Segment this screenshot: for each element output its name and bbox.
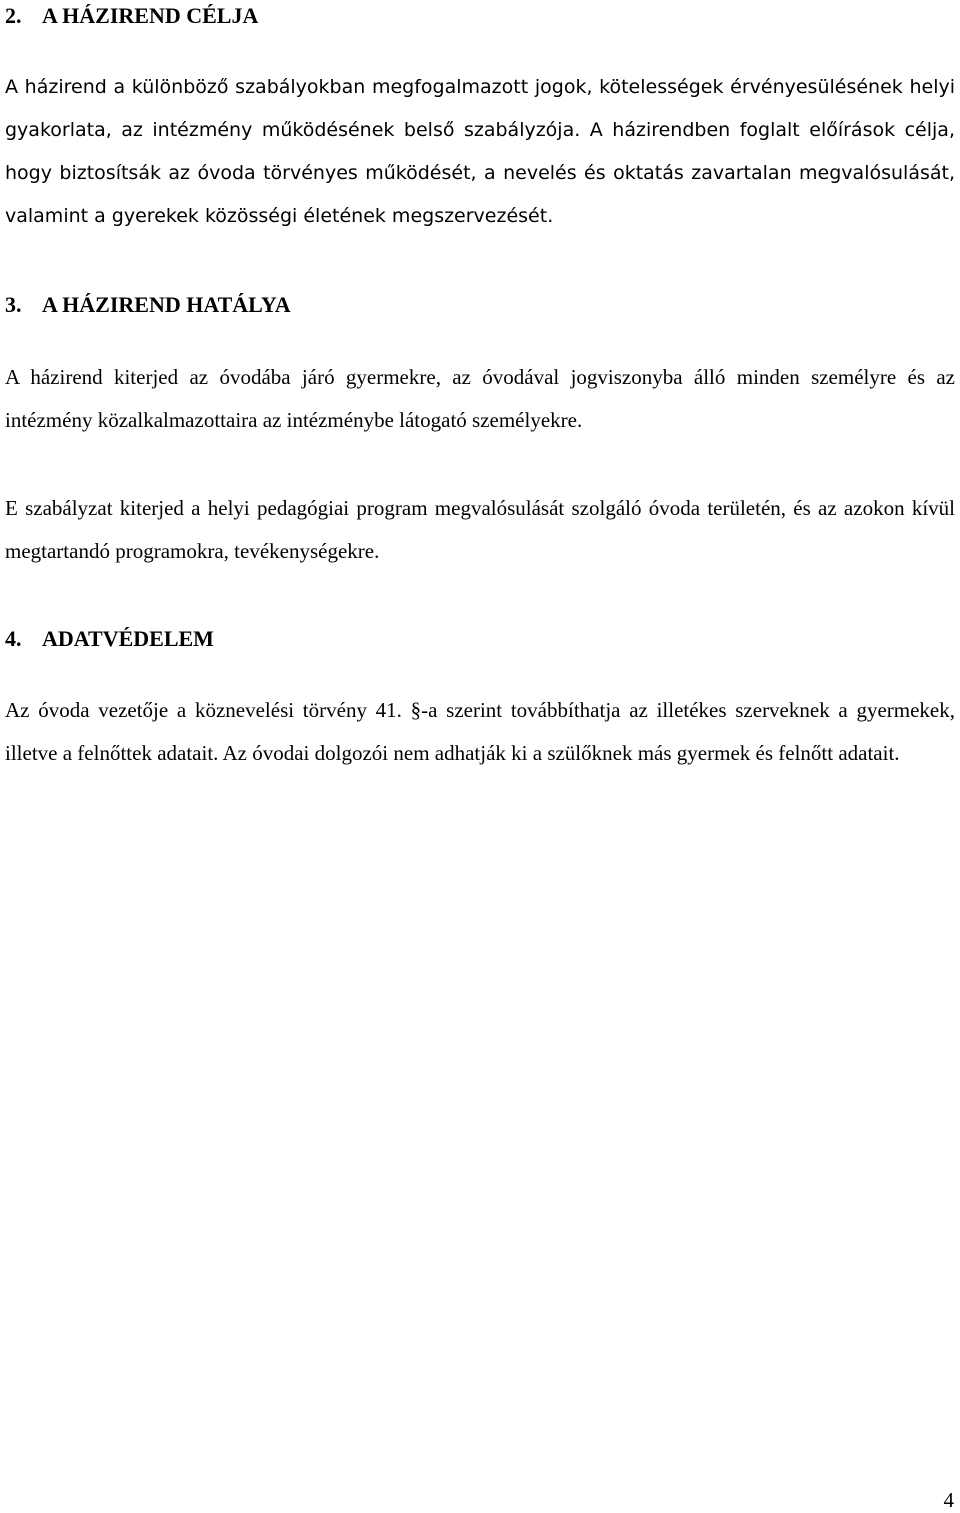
section-heading-2	[5, 3, 258, 29]
section-number: 4.	[5, 626, 22, 651]
section-heading-4	[5, 626, 214, 652]
section-number: 3.	[5, 292, 22, 317]
section-heading-3	[5, 292, 291, 318]
page-number: 4	[943, 1488, 954, 1512]
section-3-paragraph-1: A házirend kiterjed az óvodába járó gyermekre, az óvodával jogviszonyba álló minden személyre és az intézmény közalkalmazottaira az intézménybe látogató személyekre.	[5, 365, 955, 432]
section-title: ADATVÉDELEM	[42, 626, 214, 651]
section-title: A HÁZIREND HATÁLYA	[42, 292, 291, 317]
section-2-paragraph-1: A házirend a különböző szabályokban megfogalmazott jogok, kötelességek érvényesülésének helyi gyakorlata, az intézmény működésének belső szabályzója. A házirendben foglalt előírások célja, hogy biztosítsák az óvoda törvényes működését, a nevelés és oktatás zavartalan megvalósulását, valamint a gyerekek közösségi életének megszervezését.	[5, 76, 955, 227]
section-3-paragraph-2: E szabályzat kiterjed a helyi pedagógiai program megvalósulását szolgáló óvoda területén, és az azokon kívül megtartandó programokra, tevékenységekre.	[5, 496, 955, 563]
section-title: A HÁZIREND CÉLJA	[42, 3, 259, 28]
section-number: 2.	[5, 3, 22, 28]
section-4-paragraph-1: Az óvoda vezetője a köznevelési törvény 41. §-a szerint továbbíthatja az illetékes szerveknek a gyermekek, illetve a felnőttek adatait. Az óvodai dolgozói nem adhatják ki a szülőknek más gyermek és felnőtt adatait.	[5, 698, 955, 765]
